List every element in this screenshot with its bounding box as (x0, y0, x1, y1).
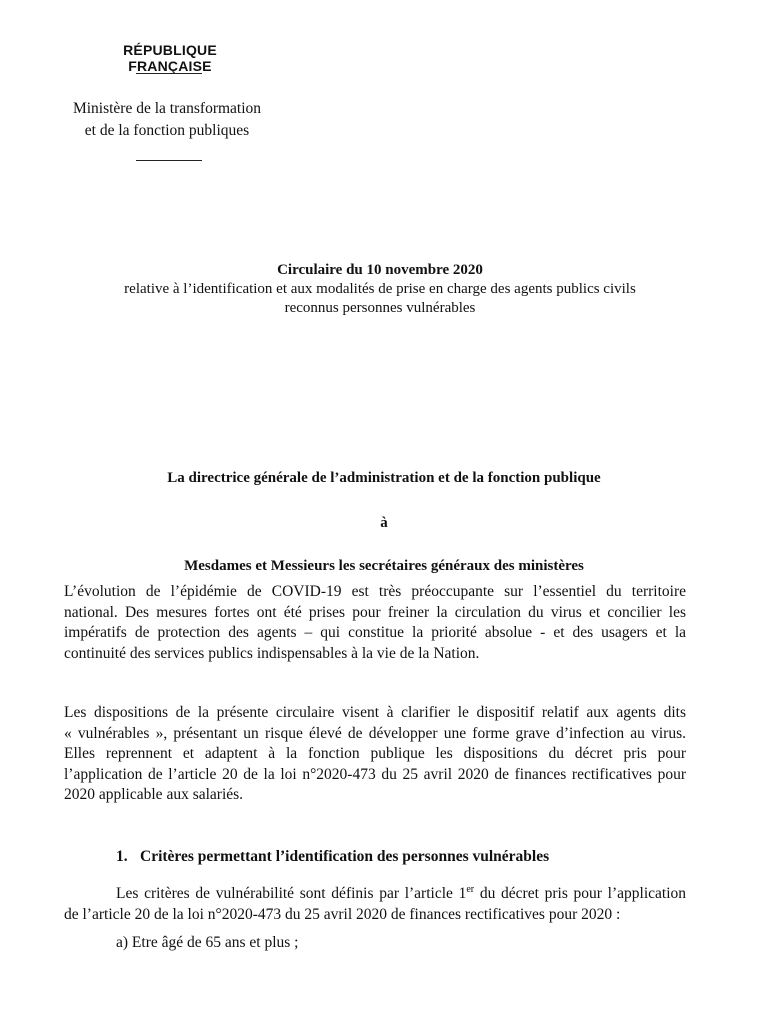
ministry-line: et de la fonction publiques (84, 122, 250, 139)
document-title (60, 261, 700, 318)
paragraph (64, 884, 686, 925)
paragraph-text: Les critères de vulnérabilité sont définis par l’article 1 (116, 885, 467, 902)
paragraph-line: l’application de l’article 20 de la loi n°2020-473 du 25 avril 2020 de finances rectificatives pour (64, 765, 686, 783)
paragraph-line: Elles reprennent et adaptent à la fonction publique les dispositions du décret pris pour (64, 745, 686, 762)
paragraph-line: national. Des mesures fortes ont été prises pour freiner la circulation du virus et concilier les (64, 603, 686, 621)
paragraph (64, 703, 686, 806)
paragraph-line: continuité des services publics indispensables à la vie de la Nation. (64, 644, 480, 662)
ministry-line: Ministère de la transformation (72, 100, 262, 117)
header-divider (136, 73, 202, 74)
section-number: 1. (116, 848, 128, 865)
header-divider (136, 160, 202, 161)
title-subtitle: reconnus personnes vulnérables (284, 300, 476, 316)
title-main: Circulaire du 10 novembre 2020 (277, 262, 483, 278)
paragraph-line (64, 884, 686, 905)
paragraph-line: 2020 applicable aux salariés. (64, 786, 244, 803)
addressee-connector: à (380, 515, 388, 531)
paragraph-line: Les dispositions de la présente circulaire visent à clarifier le dispositif relatif aux agents dits (64, 704, 686, 721)
paragraph-line: impératifs de protection des agents – qui constitue la priorité absolue - et des usagers et la (64, 624, 686, 641)
republic-header: RÉPUBLIQUE FRANÇAISE (123, 42, 217, 74)
paragraph-text: du décret pris pour l’application (474, 885, 686, 902)
superscript: er (466, 883, 475, 895)
paragraph-line: de l’article 20 de la loi n°2020-473 du 25 avril 2020 de finances rectificatives pour 2020 : (64, 905, 621, 923)
paragraph-line: L’évolution de l’épidémie de COVID-19 est très préoccupante sur l’essentiel du territoire (64, 583, 686, 600)
paragraph-line: « vulnérables », présentant un risque élevé de développer une forme grave d’infection au virus. (64, 724, 686, 742)
paragraph (64, 582, 686, 664)
list-item: a) Etre âgé de 65 ans et plus ; (116, 934, 299, 951)
sender: La directrice générale de l’administration et de la fonction publique (167, 470, 601, 486)
section-title: Critères permettant l’identification des personnes vulnérables (140, 848, 550, 865)
recipients: Mesdames et Messieurs les secrétaires généraux des ministères (184, 558, 584, 574)
section-heading (116, 848, 549, 866)
ministry-name (60, 98, 274, 142)
title-subtitle: relative à l’identification et aux modalités de prise en charge des agents publics civils (124, 281, 636, 297)
